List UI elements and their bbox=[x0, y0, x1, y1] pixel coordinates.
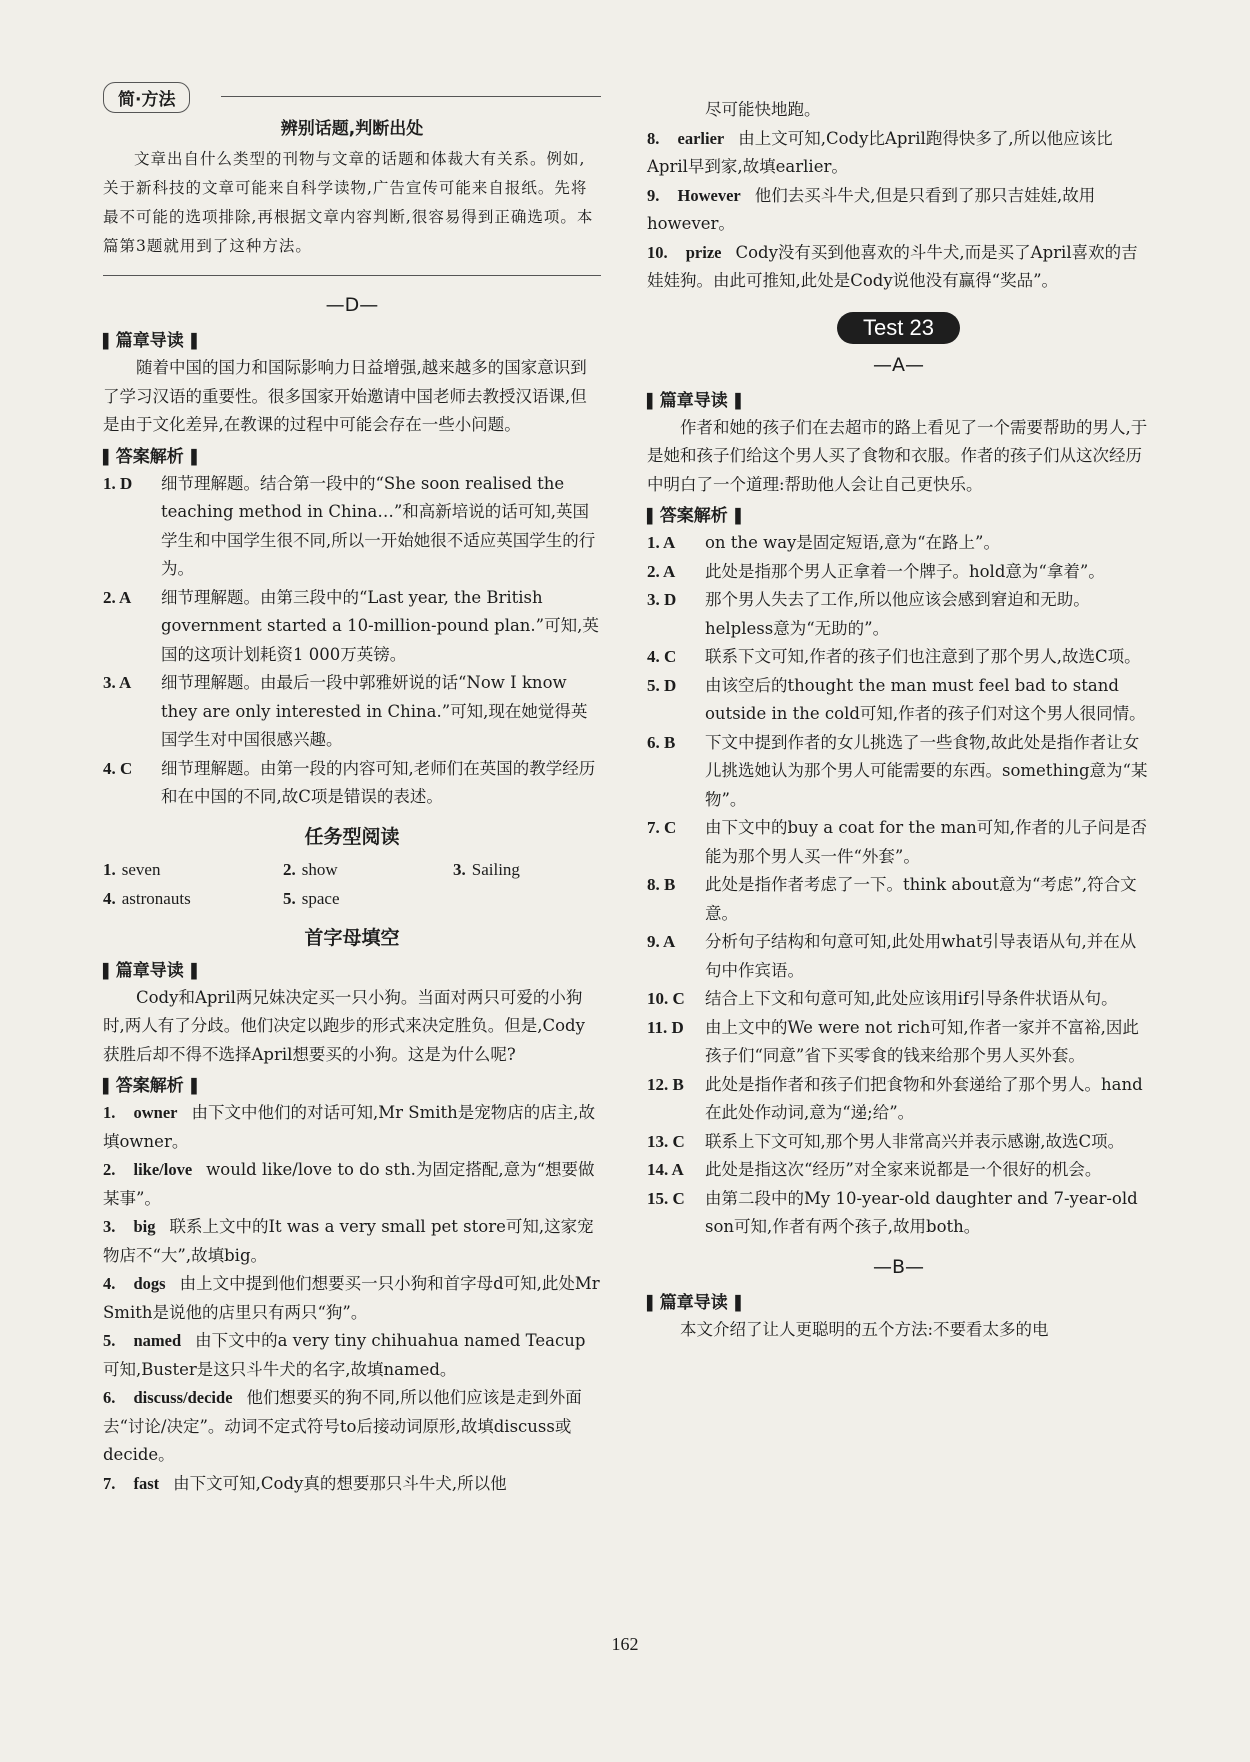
answer-explanation: 此处是指这次“经历”对全家来说都是一个很好的机会。 bbox=[705, 1160, 1102, 1179]
guide-heading: ▌ 篇章导读 ▐ bbox=[103, 326, 601, 351]
answer-number: 13. C bbox=[647, 1131, 685, 1151]
answer-item bbox=[647, 125, 1150, 182]
answer-number: 2. bbox=[103, 1160, 120, 1179]
page-number: 162 bbox=[611, 1634, 639, 1654]
guide-d-text: 随着中国的国力和国际影响力日益增强,越来越多的国家意识到了学习汉语的重要性。很多国家开始邀请中国老师去教授汉语课,但是由于文化差异,在教课的过程中可能会存在一些小问题。 bbox=[103, 358, 587, 434]
answer-key: big bbox=[133, 1217, 156, 1236]
task-answer bbox=[103, 884, 283, 913]
section-a-heading: —A— bbox=[873, 353, 924, 376]
answer-item bbox=[647, 928, 1150, 985]
answer-item bbox=[647, 643, 1150, 672]
answer-explanation: 由下文中的buy a coat for the man可知,作者的儿子问是否能为那个男人买一件“外套”。 bbox=[705, 818, 1148, 866]
answer-explanation: 由上文中提到他们想要买一只小狗和首字母d可知,此处Mr Smith是说他的店里只有两只“狗”。 bbox=[103, 1274, 600, 1322]
answer-number: 1. bbox=[103, 1103, 120, 1122]
answer-item bbox=[647, 529, 1150, 558]
answer-number: 3. D bbox=[647, 590, 677, 609]
answer-number: 12. B bbox=[647, 1074, 684, 1094]
answer-explanation: 此处是指作者考虑了一下。think about意为“考虑”,符合文意。 bbox=[705, 875, 1137, 923]
answer-explanation: 此处是指那个男人正拿着一个牌子。hold意为“拿着”。 bbox=[705, 561, 1105, 581]
method-tag: 简·方法 bbox=[103, 82, 190, 113]
answer-explanation: 分析句子结构和句意可知,此处用what引导表语从句,并在从句中作宾语。 bbox=[705, 932, 1137, 980]
task-answer-value: Sailing bbox=[471, 859, 520, 879]
answer-item bbox=[647, 729, 1150, 815]
answer-item bbox=[647, 1071, 1150, 1128]
task-answer bbox=[103, 855, 283, 884]
answer-item bbox=[103, 1470, 601, 1499]
task-answer-number: 4. bbox=[103, 888, 116, 908]
task-answer bbox=[453, 855, 593, 884]
answer-number: 6. bbox=[103, 1388, 120, 1407]
answer-item bbox=[647, 182, 1150, 239]
cloze-title: 首字母填空 bbox=[304, 926, 400, 949]
task-answer-number: 5. bbox=[283, 888, 296, 908]
answer-number: 4. C bbox=[647, 647, 677, 666]
answer-item bbox=[647, 1156, 1150, 1185]
task-answer bbox=[283, 855, 453, 884]
answer-explanation: 由下文中的a very tiny chihuahua named Teacup可知,Buster是这只斗牛犬的名字,故填named。 bbox=[103, 1331, 586, 1379]
answer-explanation: 他们去买斗牛犬,但是只看到了那只吉娃娃,故用however。 bbox=[647, 185, 1096, 233]
answer-explanation: 细节理解题。由最后一段中郭雅妍说的话“Now I know they are only interested in China.”可知,现在她觉得英国学生对中国很感兴趣。 bbox=[161, 673, 588, 749]
answer-key: like/love bbox=[133, 1160, 193, 1179]
answer-number: 8. bbox=[647, 128, 664, 148]
answer-number: 1. D bbox=[103, 473, 133, 493]
answer-number: 9. A bbox=[647, 932, 676, 951]
task-answer-value: show bbox=[301, 859, 338, 879]
answer-explanation: 由下文中他们的对话可知,Mr Smith是宠物店的店主,故填owner。 bbox=[103, 1103, 596, 1151]
answer-number: 3. bbox=[103, 1217, 120, 1236]
answer-item bbox=[103, 755, 601, 812]
answer-number: 14. A bbox=[647, 1160, 684, 1179]
answer-item bbox=[647, 239, 1150, 296]
answer-number: 5. D bbox=[647, 675, 677, 695]
task-answer-number: 1. bbox=[103, 859, 116, 879]
guide-heading: ▌ 篇章导读 ▐ bbox=[103, 956, 601, 981]
answer-number: 10. bbox=[647, 242, 672, 262]
answer-number: 7. C bbox=[647, 818, 677, 837]
answer-key: owner bbox=[133, 1103, 178, 1122]
answers-cloze-list bbox=[103, 1099, 601, 1498]
answer-item bbox=[103, 470, 601, 584]
task-answer bbox=[283, 884, 453, 913]
answers-d-list bbox=[103, 470, 601, 812]
answer-explanation: 结合上下文和句意可知,此处应该用if引导条件状语从句。 bbox=[705, 989, 1118, 1008]
answer-item bbox=[647, 985, 1150, 1014]
answer-explanation: 联系上文中的It was a very small pet store可知,这家宠物店不“大”,故填big。 bbox=[103, 1217, 594, 1265]
answer-explanation: 细节理解题。结合第一段中的“She soon realised the teaching method in China…”和高新培说的话可知,英国学生和中国学生很不同,所以一开始她很不适应英国学生的行为。 bbox=[161, 473, 596, 578]
answers-cloze-continued bbox=[647, 125, 1150, 296]
answer-explanation: would like/love to do sth.为固定搭配,意为“想要做某事”。 bbox=[103, 1160, 595, 1208]
answer-item bbox=[103, 669, 601, 755]
answer-key: However bbox=[677, 185, 741, 205]
task-answer-value: space bbox=[301, 888, 340, 908]
section-d-heading: —D— bbox=[325, 294, 379, 316]
answer-explanation: 下文中提到作者的女儿挑选了一些食物,故此处是指作者让女儿挑选她认为那个男人可能需要的东西。something意为“某物”。 bbox=[705, 732, 1148, 809]
answer-item bbox=[647, 1128, 1150, 1157]
guide-cloze-text: Cody和April两兄妹决定买一只小狗。当面对两只可爱的小狗时,两人有了分歧。他们决定以跑步的形式来决定胜负。但是,Cody获胜后却不得不选择April想要买的小狗。这是为什么呢? bbox=[103, 987, 585, 1064]
answer-number: 4. bbox=[103, 1274, 120, 1293]
answer-item bbox=[103, 584, 601, 670]
answer-number: 3. A bbox=[103, 673, 132, 692]
answer-number: 8. B bbox=[647, 875, 676, 894]
answer-key: dogs bbox=[133, 1274, 166, 1293]
answer-item bbox=[647, 814, 1150, 871]
task-reading-title: 任务型阅读 bbox=[304, 825, 400, 848]
task-reading-answers bbox=[103, 855, 601, 913]
answer-explanation: 细节理解题。由第一段的内容可知,老师们在英国的教学经历和在中国的不同,故C项是错误的表述。 bbox=[161, 758, 596, 806]
answer-explanation: 他们想要买的狗不同,所以他们应该是走到外面去“讨论/决定”。动词不定式符号to后接动词原形,故填discuss或decide。 bbox=[103, 1388, 582, 1464]
answer-explanation: 那个男人失去了工作,所以他应该会感到窘迫和无助。helpless意为“无助的”。 bbox=[705, 590, 1090, 638]
answer-explanation: Cody没有买到他喜欢的斗牛犬,而是买了April喜欢的吉娃娃狗。由此可推知,此处是Cody说他没有赢得“奖品”。 bbox=[647, 242, 1138, 290]
answer-explanation: 联系上下文可知,那个男人非常高兴并表示感谢,故选C项。 bbox=[705, 1131, 1125, 1151]
answer-item bbox=[103, 1099, 601, 1156]
guide-heading: ▌ 篇章导读 ▐ bbox=[647, 1288, 1150, 1313]
answer-number: 5. bbox=[103, 1331, 120, 1350]
answer-item bbox=[647, 1014, 1150, 1071]
section-b-heading: —B— bbox=[872, 1255, 925, 1278]
answer-item bbox=[103, 1156, 601, 1213]
guide-b-text: 本文介绍了让人更聪明的五个方法:不要看太多的电 bbox=[680, 1319, 1049, 1339]
answer-number: 2. A bbox=[103, 587, 132, 607]
answer-explanation: 细节理解题。由第三段中的“Last year, the British government started a 10-million-pound plan.”可知,英国的这项计划耗资1 000万英镑。 bbox=[161, 587, 599, 664]
answer-number: 6. B bbox=[647, 732, 676, 752]
answer-explanation: on the way是固定短语,意为“在路上”。 bbox=[705, 533, 1000, 552]
answer-item bbox=[647, 558, 1150, 587]
answer-explanation: 由该空后的thought the man must feel bad to stand outside in the cold可知,作者的孩子们对这个男人很同情。 bbox=[705, 675, 1146, 723]
answer-number: 9. bbox=[647, 185, 664, 205]
answer-item bbox=[103, 1213, 601, 1270]
task-answer-value: seven bbox=[121, 859, 161, 879]
right-column bbox=[647, 96, 1150, 1344]
answers-a-list bbox=[647, 529, 1150, 1242]
answer-key: discuss/decide bbox=[133, 1388, 233, 1407]
answer-key: earlier bbox=[677, 128, 725, 148]
answer-key: fast bbox=[133, 1473, 160, 1493]
answer-item bbox=[647, 672, 1150, 729]
task-answer-number: 2. bbox=[283, 859, 296, 879]
answer-explanation: 由上文可知,Cody比April跑得快多了,所以他应该比April早到家,故填earlier。 bbox=[647, 128, 1113, 176]
task-answer-value: astronauts bbox=[121, 888, 191, 908]
left-column bbox=[103, 90, 601, 1498]
answer-explanation: 由上文中的We were not rich可知,作者一家并不富裕,因此孩子们“同意”省下买零食的钱来给那个男人买外套。 bbox=[705, 1017, 1139, 1065]
answer-item bbox=[103, 1270, 601, 1327]
method-box bbox=[103, 90, 601, 276]
answer-number: 11. D bbox=[647, 1017, 684, 1037]
answer-item bbox=[647, 586, 1150, 643]
answer-number: 15. C bbox=[647, 1188, 685, 1208]
cloze-7-continued: 尽可能快地跑。 bbox=[705, 100, 821, 119]
answer-item bbox=[103, 1327, 601, 1384]
answer-explanation: 由第二段中的My 10-year-old daughter and 7-year-old son可知,作者有两个孩子,故用both。 bbox=[705, 1188, 1138, 1236]
method-body: 文章出自什么类型的刊物与文章的话题和体裁大有关系。例如,关于新科技的文章可能来自科学读物,广告宣传可能来自报纸。先将最不可能的选项排除,再根据文章内容判断,很容易得到正确选项。本篇第3题就用到了这种方法。 bbox=[103, 150, 594, 255]
answer-item bbox=[647, 1185, 1150, 1242]
test-badge: Test 23 bbox=[837, 312, 960, 344]
method-title: 辨别话题,判断出处 bbox=[280, 119, 424, 139]
answer-heading: ▌ 答案解析 ▐ bbox=[647, 501, 1150, 526]
answer-explanation: 由下文可知,Cody真的想要那只斗牛犬,所以他 bbox=[173, 1473, 507, 1493]
answer-item bbox=[647, 871, 1150, 928]
guide-heading: ▌ 篇章导读 ▐ bbox=[647, 386, 1150, 411]
answer-explanation: 此处是指作者和孩子们把食物和外套递给了那个男人。hand在此处作动词,意为“递;给”。 bbox=[705, 1074, 1143, 1122]
answer-number: 10. C bbox=[647, 989, 685, 1008]
task-answer-number: 3. bbox=[453, 859, 466, 879]
answer-number: 2. A bbox=[647, 561, 676, 581]
answer-number: 4. C bbox=[103, 758, 133, 778]
answer-number: 1. A bbox=[647, 533, 676, 552]
answer-key: prize bbox=[685, 242, 722, 262]
answer-key: named bbox=[133, 1331, 182, 1350]
guide-a-text: 作者和她的孩子们在去超市的路上看见了一个需要帮助的男人,于是她和孩子们给这个男人买了食物和衣服。作者的孩子们从这次经历中明白了一个道理:帮助他人会让自己更快乐。 bbox=[647, 417, 1148, 494]
answer-heading: ▌ 答案解析 ▐ bbox=[103, 1071, 601, 1096]
answer-item bbox=[103, 1384, 601, 1470]
answer-heading: ▌ 答案解析 ▐ bbox=[103, 442, 601, 467]
answer-number: 7. bbox=[103, 1473, 120, 1493]
answer-explanation: 联系下文可知,作者的孩子们也注意到了那个男人,故选C项。 bbox=[705, 647, 1141, 666]
